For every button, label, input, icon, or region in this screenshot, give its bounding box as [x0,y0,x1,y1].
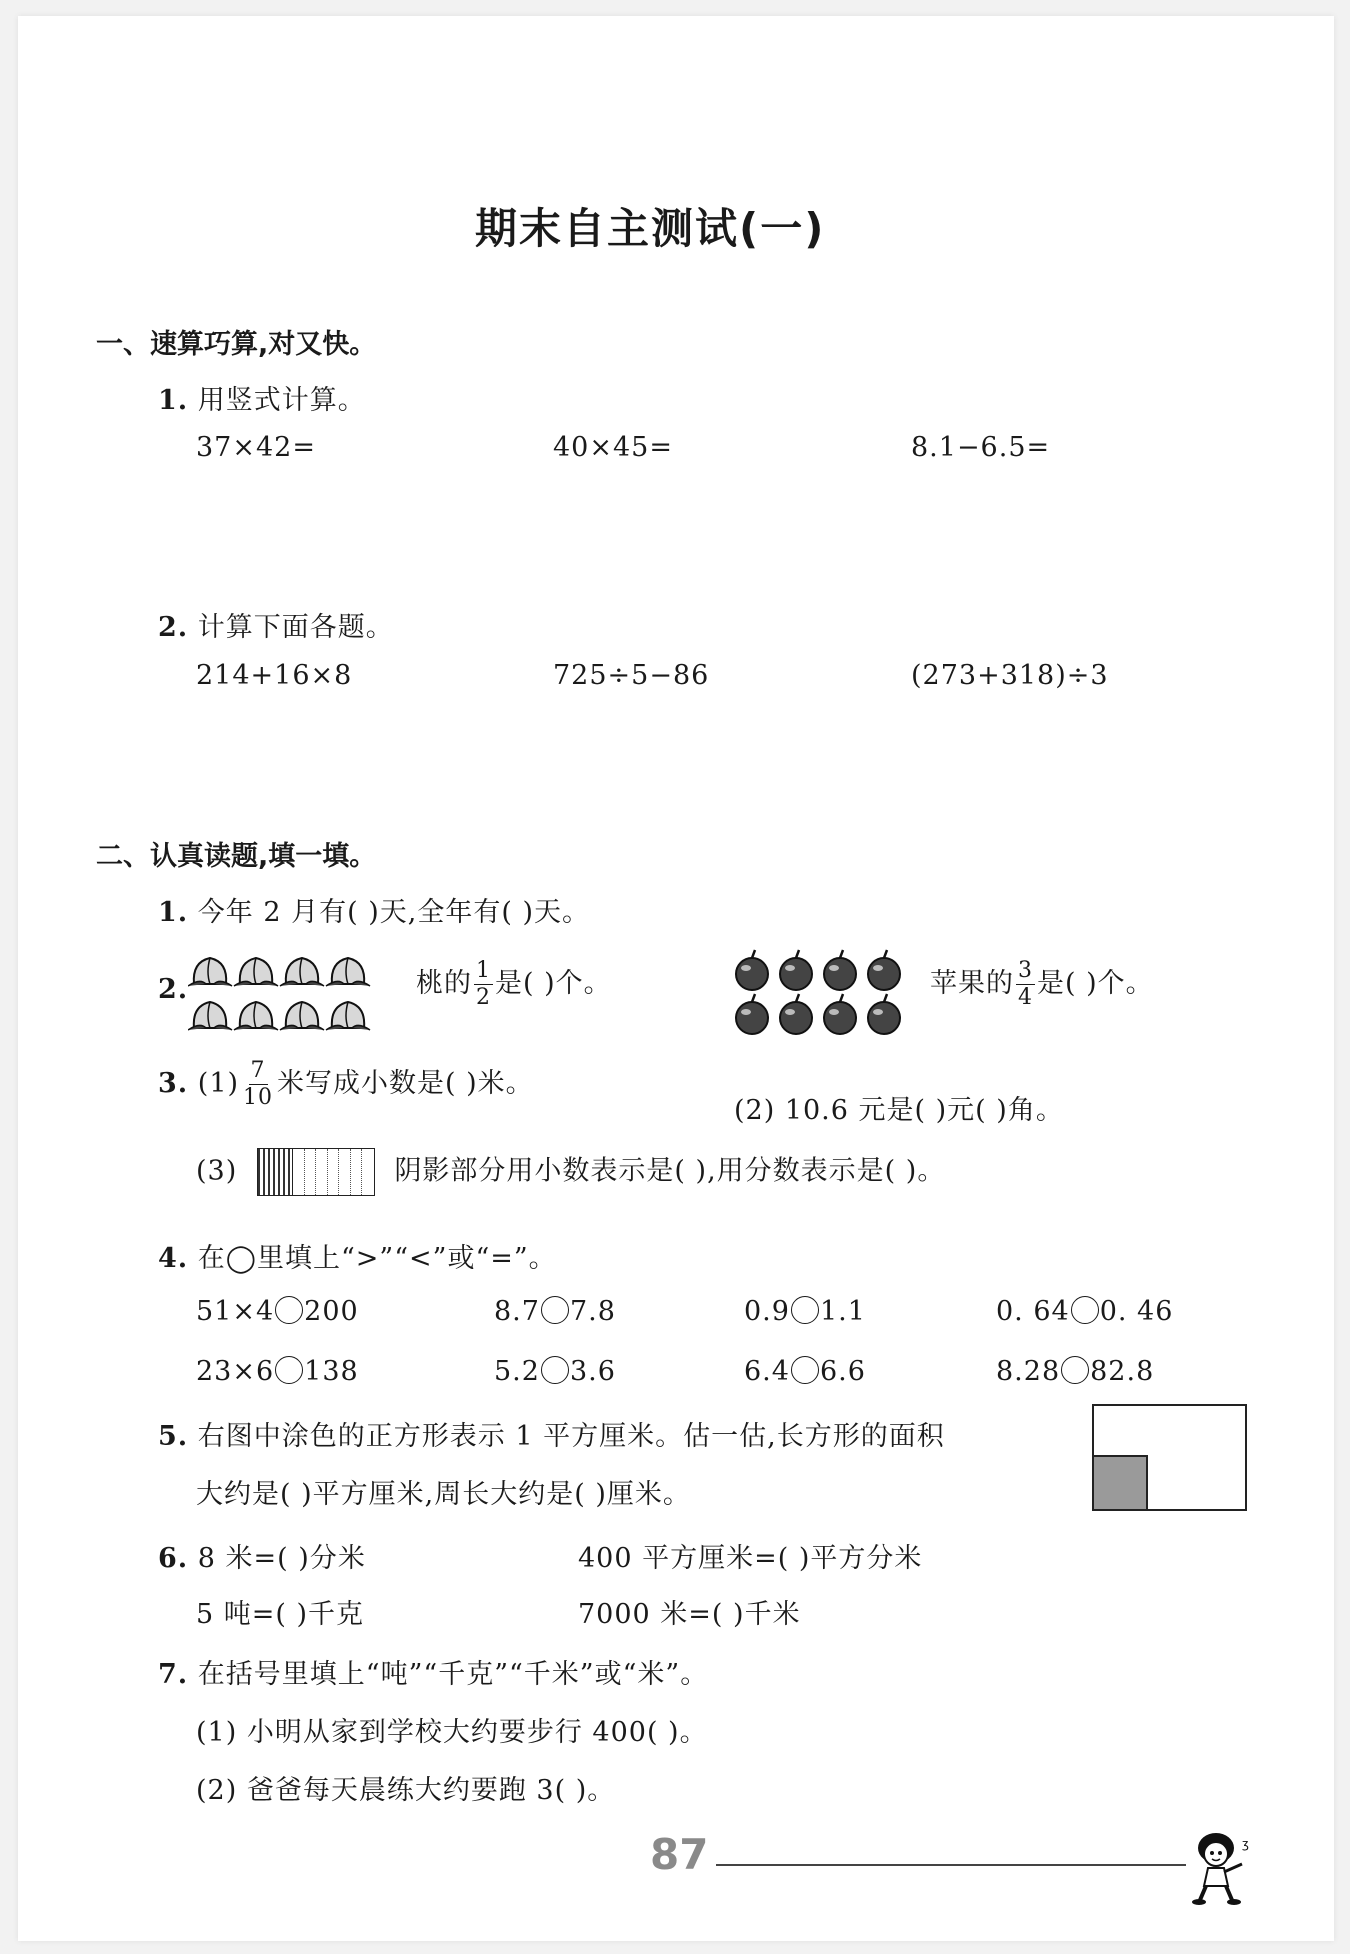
unit-square-shaded [1094,1455,1148,1509]
s1-q1-item-1: 37×42= [196,432,316,463]
compare-left: 23×6 [196,1356,275,1387]
apple-icon [780,950,812,990]
question-text: 在◯里填上“>”“<”或“=”。 [197,1243,557,1274]
question-number: 4. [158,1243,189,1274]
compare-item [494,1296,616,1327]
decimal-strip-figure [257,1148,375,1196]
apple-suffix: 是( )个。 [1037,968,1154,999]
compare-blank [791,1356,819,1384]
s2-question-6-item-2: 400 平方厘米=( )平方分米 [578,1543,923,1574]
apple-icon [824,950,856,990]
compare-right: 138 [304,1356,359,1387]
peach-icon [280,1002,324,1030]
fraction-numerator: 1 [476,958,491,983]
compare-right: 3.6 [569,1356,616,1387]
s1-q2-item-2: 725÷5−86 [553,660,710,691]
compare-blank [541,1356,569,1384]
fraction-denominator: 4 [1018,985,1033,1010]
s2-question-5-line-2: 大约是( )平方厘米,周长大约是( )厘米。 [196,1479,691,1510]
mascot-icon [1186,1826,1256,1906]
compare-blank [541,1296,569,1324]
compare-left: 8.7 [494,1296,540,1327]
footer-line [716,1864,1186,1866]
s2-question-6-item-4: 7000 米=( )千米 [578,1599,801,1630]
strip-divider [327,1149,328,1195]
s1-question-1 [158,378,366,417]
compare-left: 0. 64 [996,1296,1070,1327]
fraction-numerator: 7 [250,1058,266,1083]
apple-prefix: 苹果的 [930,968,1014,999]
s2-question-1 [158,890,590,929]
compare-item [494,1356,616,1387]
s1-q2-item-1: 214+16×8 [196,660,353,691]
apple-question [930,958,1154,1011]
part-text: 阴影部分用小数表示是( ),用分数表示是( )。 [394,1155,946,1187]
compare-left: 51×4 [196,1296,275,1327]
compare-item [744,1356,866,1387]
fraction-numerator: 3 [1018,958,1033,983]
compare-left: 6.4 [744,1356,790,1387]
strip-divider [315,1149,316,1195]
question-number: 1. [158,385,189,416]
compare-right: 1.1 [819,1296,866,1327]
s2-question-3-part-3 [196,1148,945,1196]
compare-item [996,1356,1154,1387]
compare-blank [1061,1356,1089,1384]
s1-question-2 [158,605,394,644]
fraction-seven-tenths [241,1058,275,1111]
question-text: 右图中涂色的正方形表示 1 平方厘米。估一估,长方形的面积 [197,1421,945,1452]
shaded-part [258,1149,293,1195]
peach-prefix: 桃的 [416,968,472,999]
peach-suffix: 是( )个。 [495,968,612,999]
part-label: (3) [196,1155,238,1187]
compare-right: 200 [304,1296,359,1327]
s2-question-7-part-1: (1) 小明从家到学校大约要步行 400( )。 [196,1717,708,1748]
s2-question-3-part-1 [158,1058,534,1111]
apple-icon [736,950,768,990]
peach-question [416,958,612,1011]
peach-icon [326,1002,370,1030]
question-number: 2. [158,612,189,643]
fraction-one-half [474,958,493,1011]
page-title: 期末自主测试(一) [475,204,826,253]
fraction-denominator: 2 [476,985,491,1010]
compare-right: 6.6 [819,1356,866,1387]
strip-divider [338,1149,339,1195]
worksheet-page [18,16,1334,1941]
fraction-three-quarters [1016,958,1035,1011]
compare-item [744,1296,866,1327]
question-text: 在括号里填上“吨”“千克”“千米”或“米”。 [197,1659,709,1690]
compare-item [196,1356,359,1387]
question-number: 5. [158,1421,189,1452]
compare-blank [275,1296,303,1324]
question-number: 1. [158,897,189,928]
peach-icon [234,958,278,986]
question-text: 今年 2 月有( )天,全年有( )天。 [197,897,591,928]
compare-left: 0.9 [744,1296,790,1327]
apple-icon [868,950,900,990]
strip-divider [361,1149,362,1195]
strip-divider [350,1149,351,1195]
question-number: 6. [158,1543,189,1574]
s2-question-4 [158,1236,557,1275]
s1-q1-item-2: 40×45= [553,432,673,463]
compare-right: 7.8 [569,1296,616,1327]
s1-q1-item-3: 8.1−6.5= [911,432,1051,463]
peach-icon [326,958,370,986]
apple-icon [868,994,900,1034]
peach-icon [188,958,232,986]
apple-icon [824,994,856,1034]
page-number: 87 [650,1830,709,1879]
fraction-denominator: 10 [243,1085,274,1110]
compare-right: 0. 46 [1099,1296,1174,1327]
compare-item [196,1296,359,1327]
question-number: 3. [158,1068,189,1099]
peach-picture [188,946,388,1036]
compare-left: 8.28 [996,1356,1061,1387]
conversion-item: 8 米=( )分米 [197,1543,366,1574]
section-2-heading: 二、认真读题,填一填。 [96,841,377,872]
compare-item [996,1296,1173,1327]
section-1-heading: 一、速算巧算,对又快。 [96,329,377,360]
compare-left: 5.2 [494,1356,540,1387]
part-label: (1) [197,1068,240,1099]
peach-icon [188,1002,232,1030]
compare-right: 82.8 [1090,1356,1155,1387]
rectangle-figure [1092,1404,1247,1511]
apple-icon [736,994,768,1034]
compare-blank [791,1296,819,1324]
peach-icon [234,1002,278,1030]
s2-question-6-item-3: 5 吨=( )千克 [196,1599,365,1630]
apple-picture [730,946,930,1036]
strip-divider [304,1149,305,1195]
part-text: 米写成小数是( )米。 [277,1068,534,1099]
peach-icon [280,958,324,986]
s1-q2-item-3: (273+318)÷3 [911,660,1109,691]
compare-blank [275,1356,303,1384]
s2-question-7-part-2: (2) 爸爸每天晨练大约要跑 3( )。 [196,1775,616,1806]
s2-question-7 [158,1652,708,1691]
question-text: 计算下面各题。 [197,612,394,643]
s2-question-2-number: 2. [158,974,189,1005]
s2-question-3-part-2: (2) 10.6 元是( )元( )角。 [734,1095,1064,1126]
apple-icon [780,994,812,1034]
svg-text:ʒ: ʒ [1242,1837,1249,1851]
compare-blank [1071,1296,1099,1324]
s2-question-6-item-1 [158,1536,366,1575]
s2-question-5-line-1 [158,1414,945,1453]
question-number: 7. [158,1659,189,1690]
question-text: 用竖式计算。 [197,385,366,416]
